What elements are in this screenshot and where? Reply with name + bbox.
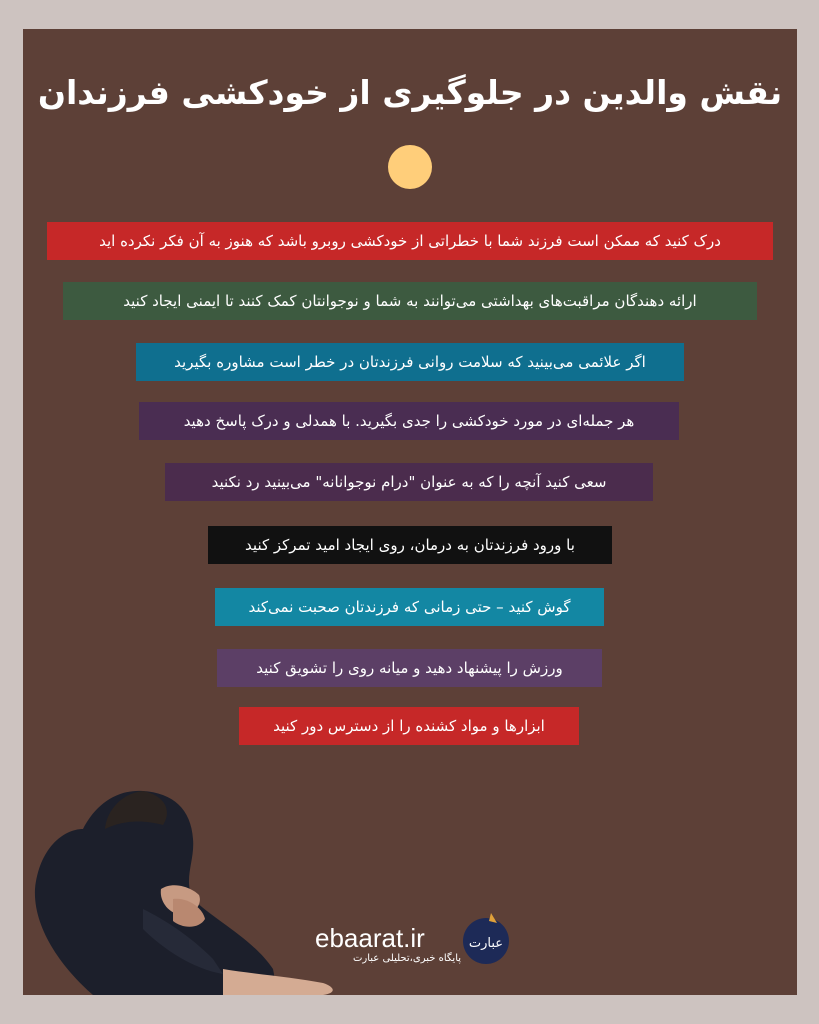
tip-9: ابزارها و مواد کشنده را از دسترس دور کنید [239, 707, 579, 745]
tip-2: ارائه دهندگان مراقبت‌های بهداشتی می‌توانند به شما و نوجوانتان کمک کنند تا ایمنی ایجاد کنید [63, 282, 757, 320]
brand-logo-text: عبارت [468, 936, 504, 951]
tip-4: هر جمله‌ای در مورد خودکشی را جدی بگیرید. با همدلی و درک پاسخ دهید [139, 402, 679, 440]
tip-8: ورزش را پیشنهاد دهید و میانه روی را تشویق کنید [217, 649, 602, 687]
tip-7: گوش کنید – حتی زمانی که فرزندتان صحبت نمی‌کند [215, 588, 604, 626]
brand-block [313, 907, 513, 977]
tip-6: با ورود فرزندتان به درمان، روی ایجاد امید تمرکز کنید [208, 526, 612, 564]
tips-list [23, 29, 797, 769]
tip-3: اگر علائمی می‌بینید که سلامت روانی فرزندتان در خطر است مشاوره بگیرید [136, 343, 684, 381]
tip-5: سعی کنید آنچه را که به عنوان "درام نوجوانانه" می‌بینید رد نکنید [165, 463, 653, 501]
page-title: نقش والدین در جلوگیری از خودکشی فرزندان [37, 73, 783, 112]
tip-1: درک کنید که ممکن است فرزند شما با خطراتی از خودکشی روبرو باشد که هنوز به آن فکر نکرده اید [47, 222, 773, 260]
brand-logo-icon [461, 909, 511, 969]
brand-tagline: پایگاه خبری،تحلیلی عبارت [353, 953, 462, 964]
infographic-panel [23, 29, 797, 995]
brand-url: ebaarat.ir [315, 923, 425, 953]
